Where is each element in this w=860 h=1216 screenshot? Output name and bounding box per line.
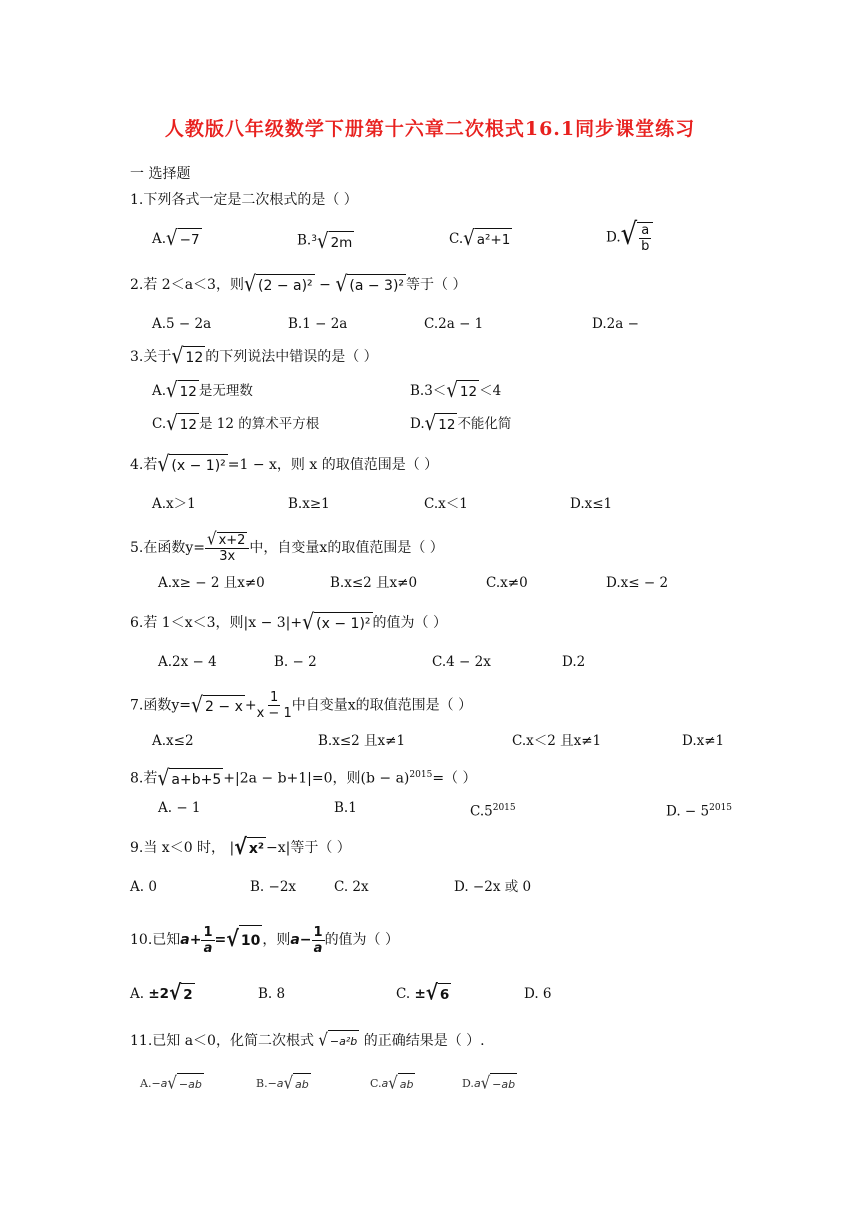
question-10-option-a: A. ±2√ 2 [130,981,193,1006]
question-4-option-d: D.x≤1 [570,496,613,512]
question-11-option-a: A.−a√ −ab [140,1072,204,1096]
radical: √ −ab [481,1072,517,1096]
question-8-stem: 8.若√ a+b+5 +|2a − b+1|=0，则$(b - a)^{2015}=$（ ） [130,765,477,791]
question-1-option-b: B.$^3$√ 2m [297,228,353,253]
question-8-option-a: A. − 1 [158,800,201,816]
fraction: $\frac{1}{x - 1}$ [256,690,292,721]
question-5-option-b: B.x≤2 且x≠0 [330,575,418,591]
question-3-stem: 3.关于√ 12 的下列说法中错误的是（ ） [130,343,378,369]
question-1-option-a: A.√ −7 [152,226,200,251]
question-2-option-c: C.2a − 1 [424,316,484,332]
question-9-option-a: A. 0 [130,879,157,895]
radical: √ (2 − a)² [243,271,313,297]
question-5-option-d: D.x≤ − 2 [606,575,669,591]
page-title: 人教版八年级数学下册第十六章二次根式16.1同步课堂练习 [164,118,696,140]
question-7-stem: 7.函数y=√ 2 − x + $\frac{1}{x - 1}$ 中自变量x的取值范围是（ ） [130,690,473,721]
question-11-option-d: D.a√ −ab [462,1072,517,1096]
radical: √ $\frac{a}{b}$ [621,222,654,254]
radical: √ x² [234,834,265,860]
radical: √ ab [388,1072,415,1096]
section-heading: 一 选择题 [130,166,191,182]
radical: √ 12 [446,378,478,403]
question-7-option-d: D.x≠1 [682,733,725,749]
question-7-option-a: A.x≤2 [152,733,194,749]
question-9-option-c: C. 2x [334,879,369,895]
question-9-option-d: D. −2x 或 0 [454,879,532,895]
question-2-option-b: B.1 − 2a [288,316,348,332]
fraction: $\frac{1}{a}$ [203,924,213,956]
question-4-option-a: A.x＞1 [152,496,196,512]
question-5-option-c: C.x≠0 [486,575,528,591]
question-6-option-b: B. − 2 [274,654,317,670]
radical: √ 2 − x [191,691,243,718]
radical: √ 10 [226,924,262,956]
fraction: $\frac{1}{a}$ [313,924,323,956]
question-6-option-a: A.2x − 4 [158,654,217,670]
question-4-stem: 4.若√ (x − 1)² =1 − x，则 x 的取值范围是（ ） [130,451,439,477]
radical: √ 12 [166,378,197,403]
question-10-option-c: C. ±√ 6 [396,981,450,1006]
question-1-option-c: C.√ a²+1 [449,226,511,251]
question-9-stem: 9.当 x＜0 时， |√ x² −x|等于（ ） [130,834,351,860]
question-11-stem: 11.已知 a＜0，化简二次根式 √ −a²b 的正确结果是（ ）. [130,1029,485,1053]
question-6-option-c: C.4 − 2x [432,654,491,670]
radical: √ a+b+5 [157,765,222,791]
cube-root: $^3$√ 2m [311,228,353,253]
radical: √ a²+1 [463,226,511,251]
question-7-option-b: B.x≤2 且x≠1 [318,733,406,749]
question-6-option-d: D.2 [562,654,586,670]
question-10-option-d: D. 6 [524,986,552,1002]
question-8-option-c: $C.5^{2015}$ [470,803,516,820]
question-4-option-b: B.x≥1 [288,496,330,512]
question-5-stem: 5.在函数y= $\frac{√ x+2}{3x}$ 中，自变量x的取值范围是（ ） [130,528,444,564]
radical: √ 6 [425,981,450,1006]
question-3-option-d: D.√ 12 不能化简 [410,411,512,436]
question-1-stem: 1.下列各式一定是二次根式的是（ ） [130,192,358,208]
question-11-option-c: C.a√ ab [370,1072,415,1096]
radical: √ −ab [167,1072,203,1096]
question-8-option-b: B.1 [334,800,357,816]
question-10-option-b: B. 8 [258,986,286,1002]
fraction: $\frac{√ x+2}{3x}$ [205,532,249,564]
question-5-option-a: A.x≥ − 2 且x≠0 [158,575,265,591]
radical: √ ab [284,1072,311,1096]
radical: √ (a − 3)² [335,271,405,297]
radical: √ 12 [424,411,456,436]
question-10-stem: 10.已知a+ $\frac{1}{a}$ =√ 10 ，则a− $\frac{1}{a}$ 的值为（ ） [130,924,400,956]
question-4-option-c: C.x＜1 [424,496,468,512]
question-11-option-b: B.−a√ ab [256,1072,311,1096]
radical: √ (x − 1)² [157,451,226,477]
question-3-option-c: C.√ 12 是 12 的算术平方根 [152,411,320,436]
question-9-option-b: B. −2x [250,879,297,895]
radical: √ (x − 1)² [302,609,371,635]
question-7-option-c: C.x＜2 且x≠1 [512,733,602,749]
question-1-option-d: D.√ $\frac{a}{b}$ [606,222,653,254]
radical: √ −a²b [318,1029,359,1053]
radical: √ 12 [166,411,197,436]
question-2-option-d: D.2a − [592,316,639,332]
question-6-stem: 6.若 1＜x＜3，则|x − 3|+√ (x − 1)² 的值为（ ） [130,609,447,635]
question-3-option-a: A.√ 12 是无理数 [152,378,253,403]
radical: √ −7 [166,226,200,251]
question-3-option-b: B.3＜√ 12 ＜4 [410,378,502,403]
radical: √ 2 [169,981,193,1006]
question-2-option-a: A.5 − 2a [152,316,212,332]
question-2-stem: 2.若 2＜a＜3，则√ (2 − a)² − √ (a − 3)² 等于（ ） [130,271,467,297]
radical: √ 12 [171,343,204,369]
question-8-option-d: D. − $5^{2015}$ [666,803,733,820]
